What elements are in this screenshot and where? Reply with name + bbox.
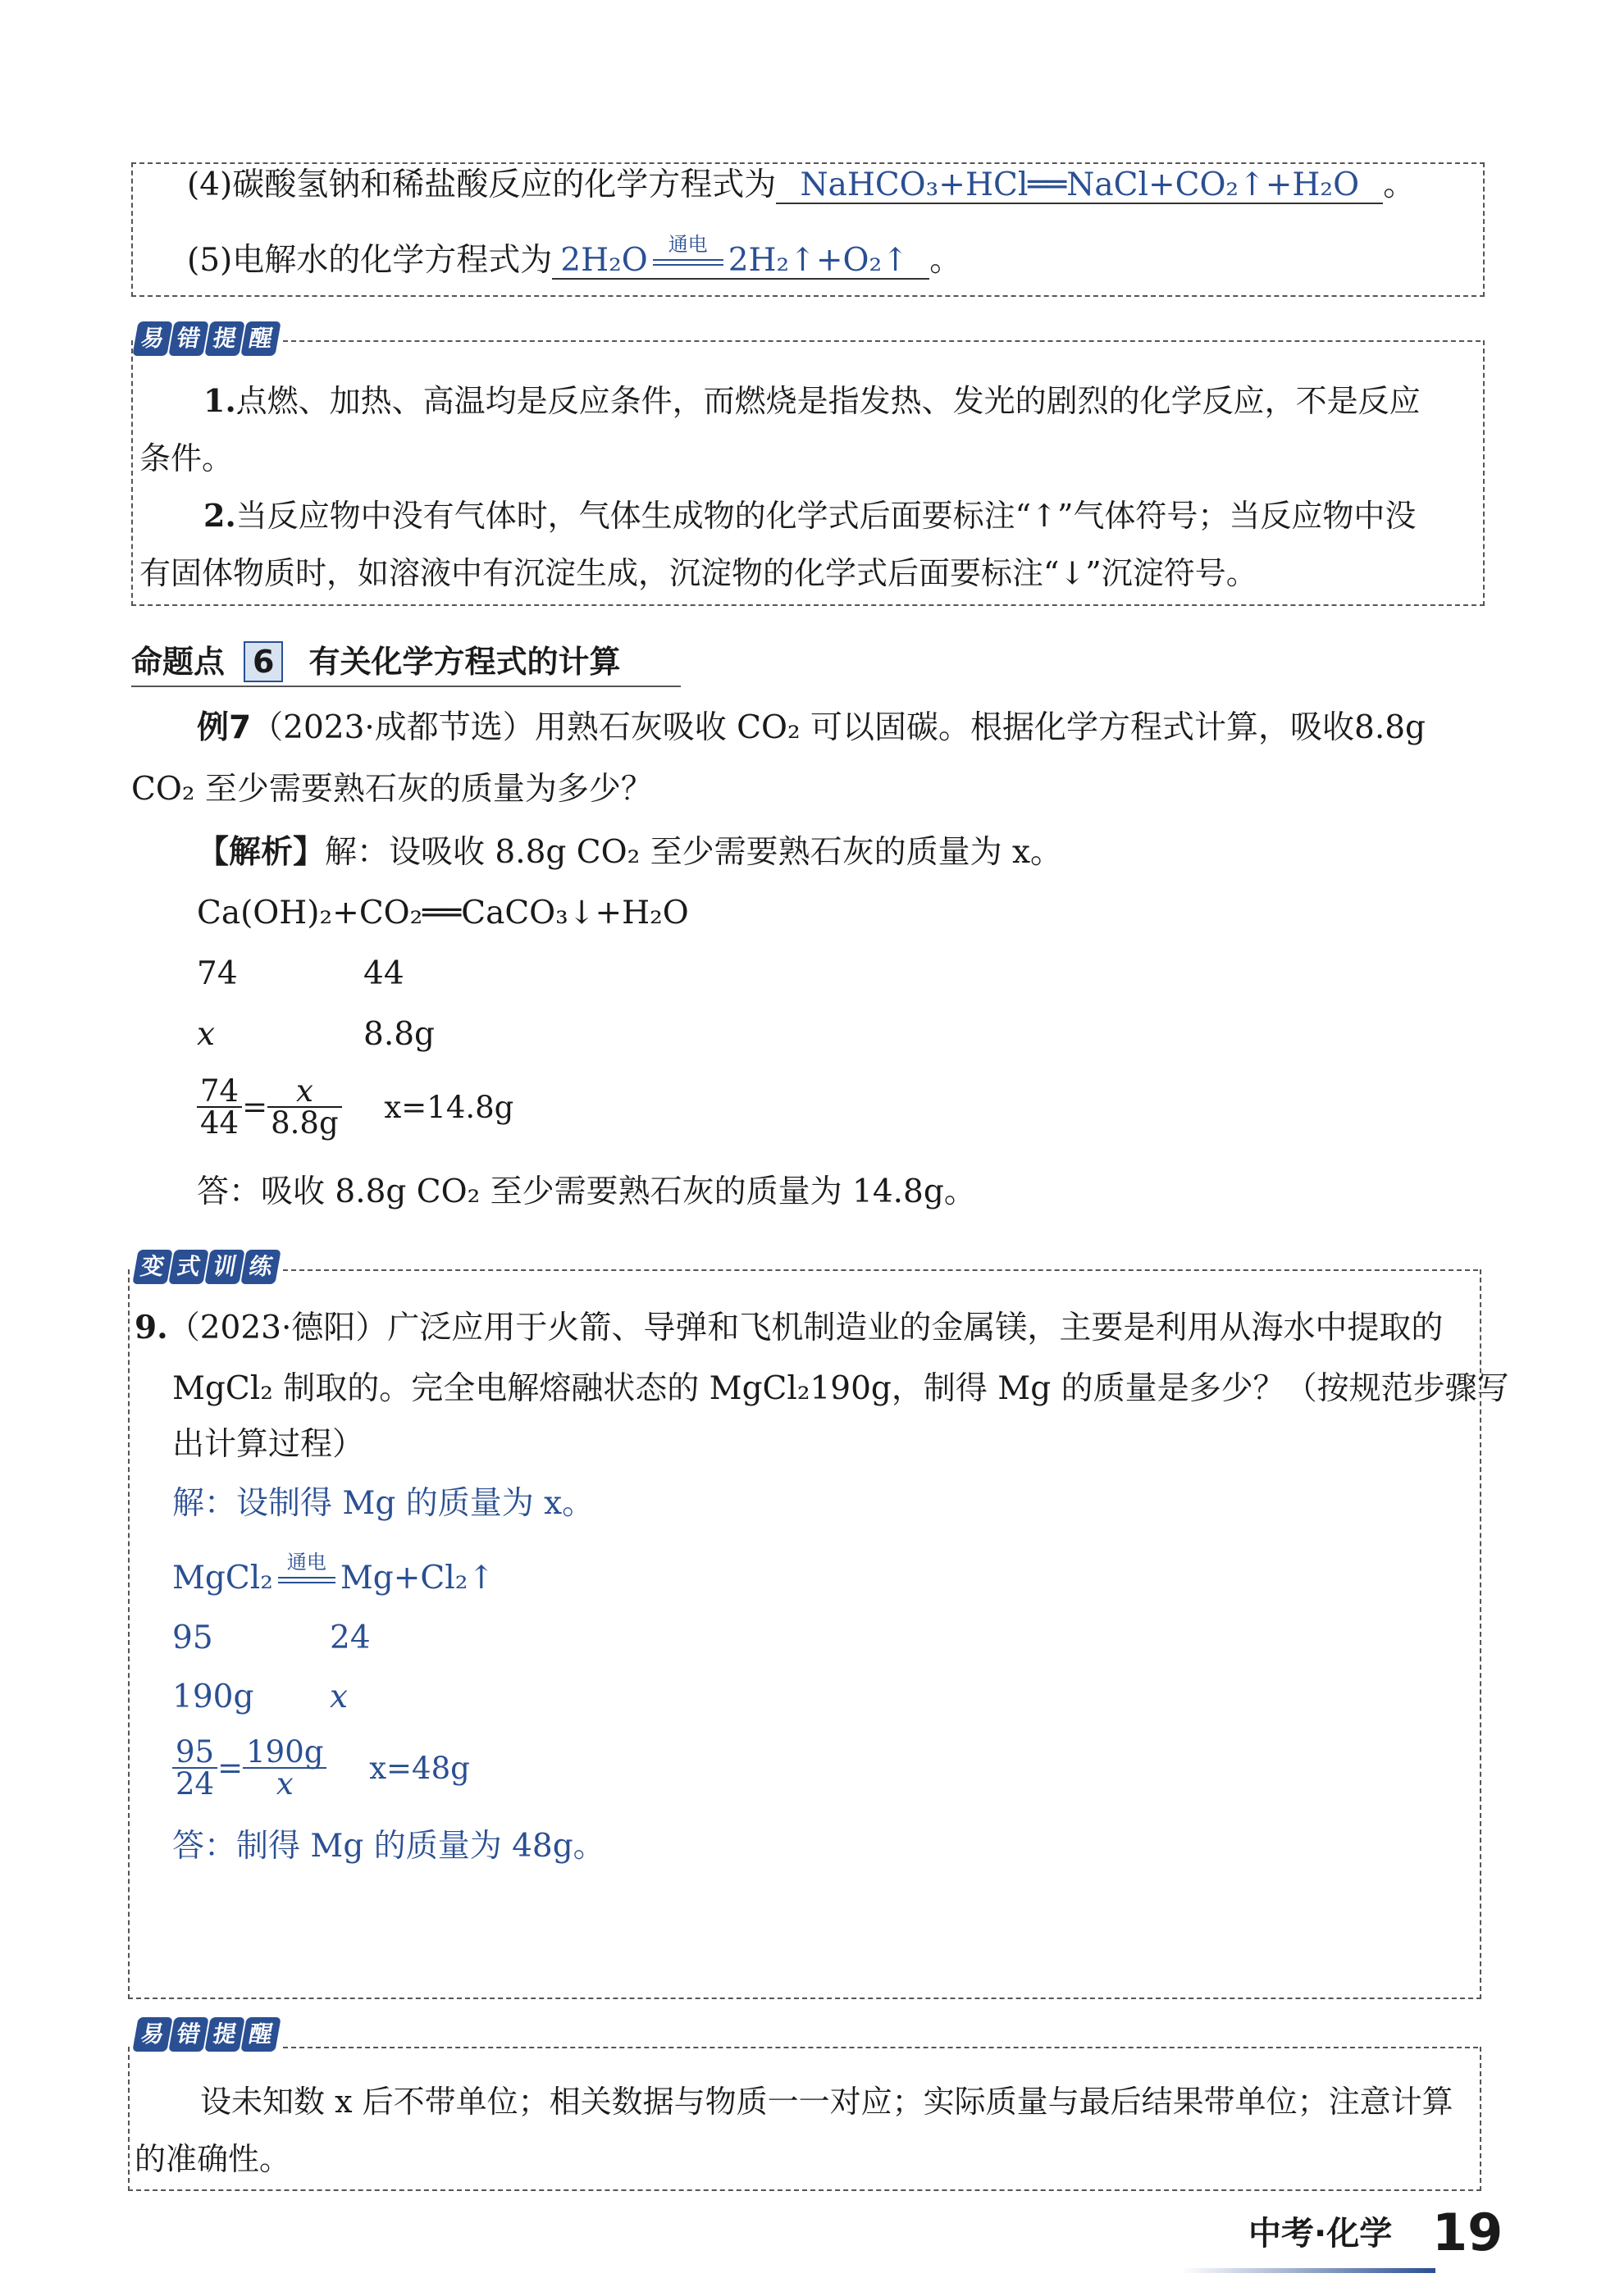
- q5-end: 。: [929, 242, 962, 279]
- frac-den: 44: [200, 1105, 240, 1141]
- tip1-p1-lead: 1.: [203, 382, 236, 419]
- solution-row1-b: 24: [330, 1620, 371, 1656]
- footer-subject: 中考·化学: [1248, 2215, 1393, 2253]
- practice-line1: [135, 1309, 1444, 1346]
- tip1-p2-text: 当反应物中没有气体时，气体生成物的化学式后面要标注“↑”气体符号；当反应物中没: [235, 498, 1417, 534]
- solution-proportion: $\frac{95}{24}$ = $\frac{190g}{x}$ x=48g: [172, 1737, 470, 1799]
- section-heading: [131, 641, 621, 682]
- solution-equation: [172, 1551, 495, 1597]
- frac-num: 190g: [243, 1737, 326, 1769]
- tip-top-border: [283, 340, 1481, 342]
- question-4: [187, 166, 1416, 204]
- section-label: 命题点: [131, 644, 226, 680]
- example-line2: CO₂ 至少需要熟石灰的质量为多少？: [131, 771, 653, 808]
- frac-num: 95: [172, 1737, 217, 1769]
- tag-char: 醒: [240, 321, 281, 356]
- tag-char: 练: [240, 1250, 281, 1284]
- practice-text1: （2023·德阳）广泛应用于火箭、导弹和飞机制造业的金属镁，主要是利用从海水中提取的: [167, 1310, 1444, 1346]
- frac-den: x: [276, 1766, 294, 1802]
- frac-den: 8.8g: [271, 1105, 339, 1141]
- tip1-p2-line1: [203, 497, 1417, 534]
- tip1-p1-text: 点燃、加热、高温均是反应条件，而燃烧是指发热、发光的剧烈的化学反应，不是反应: [235, 383, 1421, 419]
- tag-char: 提: [204, 2017, 244, 2052]
- practice-top-border: [283, 1269, 1478, 1271]
- eq-condition: 通电: [286, 1551, 326, 1574]
- example-answer: 答：吸收 8.8g CO₂ 至少需要熟石灰的质量为 14.8g。: [197, 1173, 976, 1210]
- q4-answer: NaHCO₃+HCl══NaCl+CO₂↑+H₂O: [776, 169, 1383, 204]
- solution-result: x=48g: [369, 1750, 470, 1786]
- tip1-p2-lead: 2.: [203, 497, 236, 534]
- tip1-p2-line2: 有固体物质时，如溶液中有沉淀生成，沉淀物的化学式后面要标注“↓”沉淀符号。: [139, 555, 1257, 591]
- eq-right: Mg+Cl₂↑: [340, 1560, 495, 1597]
- question-5: [187, 233, 962, 280]
- q4-end: 。: [1383, 166, 1416, 203]
- solution-row2-a: 190g: [172, 1679, 254, 1715]
- solution-answer: 答：制得 Mg 的质量为 48g。: [172, 1828, 605, 1865]
- footer-underline: [1181, 2268, 1435, 2273]
- tag-char: 错: [168, 2017, 208, 2052]
- q5-answer: [552, 233, 929, 280]
- frac-num: 74: [197, 1076, 242, 1108]
- tag-char: 训: [204, 1250, 244, 1284]
- tag-char: 醒: [240, 2017, 281, 2052]
- q4-prefix: (4)碳酸氢钠和稀盐酸反应的化学方程式为: [187, 166, 777, 203]
- solution-row1-a: 95: [172, 1620, 213, 1656]
- frac-num: x: [267, 1076, 342, 1108]
- page-number: 19: [1432, 2203, 1503, 2262]
- tag-char: 式: [168, 1250, 208, 1284]
- q5-prefix: (5)电解水的化学方程式为: [187, 242, 553, 279]
- practice-line3: 出计算过程）: [172, 1426, 365, 1463]
- section-number: 6: [244, 641, 283, 682]
- tip2-top-border: [283, 2047, 1478, 2048]
- tag-char: 提: [204, 321, 244, 356]
- example-label: 例7: [197, 709, 252, 746]
- tip1-p1-line1: [203, 382, 1421, 419]
- tip1-p1-line2: 条件。: [139, 440, 234, 476]
- q5-left: 2H₂O: [560, 242, 648, 279]
- example-result: x=14.8g: [384, 1089, 514, 1125]
- tag-char: 易: [132, 2017, 172, 2052]
- example-row2-a: x: [197, 1016, 215, 1053]
- solution-row2-b: x: [330, 1679, 348, 1715]
- tag-char: 错: [168, 321, 208, 356]
- section-title: 有关化学方程式的计算: [308, 644, 621, 680]
- analysis-label: 【解析】: [197, 834, 326, 871]
- example-row1-b: 44: [363, 955, 404, 992]
- section-underline: [131, 686, 681, 687]
- analysis-text: 解：设吸收 8.8g CO₂ 至少需要熟石灰的质量为 x。: [325, 834, 1063, 871]
- analysis-line: [197, 834, 1063, 871]
- q5-right: 2H₂↑+O₂↑: [728, 242, 909, 279]
- example-equation: Ca(OH)₂+CO₂══CaCO₃↓+H₂O: [197, 895, 689, 932]
- frac-den: 24: [176, 1766, 215, 1802]
- solution-line1: 解：设制得 Mg 的质量为 x。: [172, 1485, 595, 1522]
- example-proportion: $\frac{74}{44}$ = $\frac{x}{8.8g}$ x=14.8g: [197, 1076, 513, 1138]
- practice-line2: MgCl₂ 制取的。完全电解熔融状态的 MgCl₂190g，制得 Mg 的质量是多少？（按规范步骤写: [172, 1370, 1509, 1407]
- tip2-line2: 的准确性。: [135, 2141, 291, 2177]
- example-row1-a: 74: [197, 955, 238, 992]
- tag-char: 易: [132, 321, 172, 356]
- eq-left: MgCl₂: [172, 1560, 273, 1597]
- tip2-line1: 设未知数 x 后不带单位；相关数据与物质一一对应；实际质量与最后结果带单位；注意计算: [200, 2084, 1453, 2120]
- example-text1: （2023·成都节选）用熟石灰吸收 CO₂ 可以固碳。根据化学方程式计算，吸收8.8g: [251, 709, 1426, 746]
- example-row2-b: 8.8g: [363, 1016, 435, 1053]
- example-line1: [197, 709, 1426, 746]
- practice-num: 9.: [135, 1309, 168, 1346]
- tag-char: 变: [132, 1250, 172, 1284]
- q5-condition: 通电: [668, 233, 708, 256]
